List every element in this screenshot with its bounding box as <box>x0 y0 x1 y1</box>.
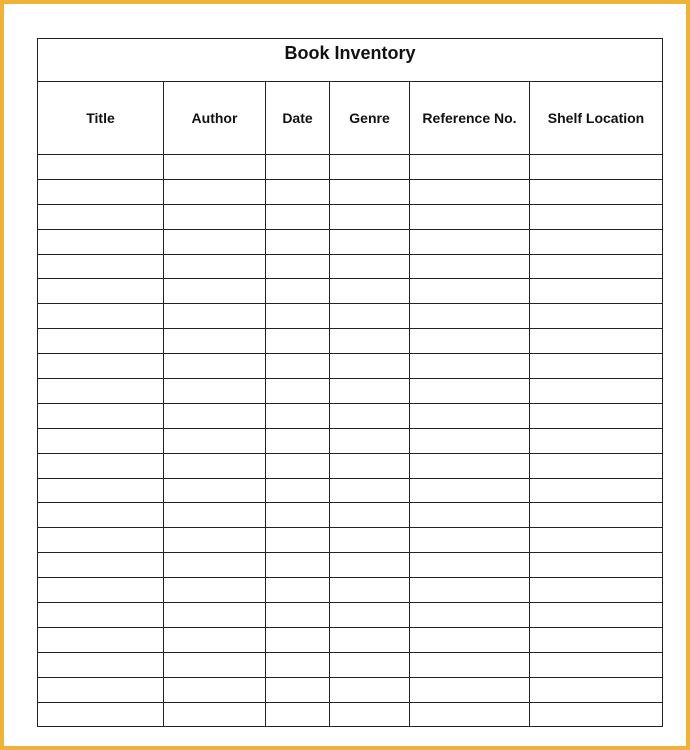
table-cell <box>410 329 530 354</box>
table-cell <box>330 304 410 329</box>
table-cell <box>530 304 663 329</box>
table-cell <box>38 478 164 503</box>
table-cell <box>410 702 530 727</box>
table-cell <box>266 453 330 478</box>
column-header-author: Author <box>164 82 266 155</box>
table-row <box>38 354 663 379</box>
table-cell <box>266 478 330 503</box>
table-cell <box>410 254 530 279</box>
table-cell <box>330 254 410 279</box>
table-cell <box>164 204 266 229</box>
table-cell <box>530 204 663 229</box>
table-row <box>38 254 663 279</box>
table-cell <box>410 503 530 528</box>
table-cell <box>410 155 530 180</box>
table-cell <box>530 229 663 254</box>
table-cell <box>410 179 530 204</box>
table-cell <box>530 155 663 180</box>
table-cell <box>410 304 530 329</box>
table-cell <box>266 229 330 254</box>
table-cell <box>38 627 164 652</box>
table-cell <box>530 279 663 304</box>
table-cell <box>164 677 266 702</box>
table-cell <box>530 354 663 379</box>
table-cell <box>38 379 164 404</box>
table-cell <box>164 279 266 304</box>
table-cell <box>164 155 266 180</box>
table-cell <box>530 627 663 652</box>
table-cell <box>38 179 164 204</box>
table-cell <box>266 627 330 652</box>
table-cell <box>266 553 330 578</box>
table-cell <box>266 603 330 628</box>
table-cell <box>266 428 330 453</box>
table-row <box>38 503 663 528</box>
table-cell <box>38 204 164 229</box>
table-body <box>38 155 663 727</box>
table-cell <box>38 279 164 304</box>
table-cell <box>266 578 330 603</box>
table-cell <box>266 528 330 553</box>
table-cell <box>410 403 530 428</box>
table-cell <box>266 702 330 727</box>
table-cell <box>164 329 266 354</box>
table-cell <box>266 354 330 379</box>
table-cell <box>164 553 266 578</box>
table-cell <box>530 677 663 702</box>
table-cell <box>164 354 266 379</box>
table-cell <box>410 453 530 478</box>
table-cell <box>410 578 530 603</box>
table-cell <box>530 603 663 628</box>
column-header-title: Title <box>38 82 164 155</box>
table-row <box>38 329 663 354</box>
table-cell <box>330 279 410 304</box>
table-cell <box>164 478 266 503</box>
document-title: Book Inventory <box>38 39 663 82</box>
table-row <box>38 403 663 428</box>
table-cell <box>530 702 663 727</box>
table-cell <box>164 528 266 553</box>
table-cell <box>164 603 266 628</box>
table-cell <box>266 155 330 180</box>
table-cell <box>164 702 266 727</box>
table-row <box>38 578 663 603</box>
table-cell <box>38 553 164 578</box>
table-row <box>38 204 663 229</box>
table-cell <box>410 528 530 553</box>
table-cell <box>410 478 530 503</box>
table-cell <box>38 155 164 180</box>
table-cell <box>410 354 530 379</box>
table-cell <box>530 329 663 354</box>
table-cell <box>164 379 266 404</box>
table-cell <box>164 229 266 254</box>
header-row <box>38 82 663 155</box>
table-cell <box>38 254 164 279</box>
table-cell <box>410 553 530 578</box>
table-row <box>38 453 663 478</box>
table-cell <box>38 354 164 379</box>
table-cell <box>38 453 164 478</box>
inventory-table <box>37 38 663 727</box>
column-header-shelf-location: Shelf Location <box>530 82 663 155</box>
table-row <box>38 603 663 628</box>
table-cell <box>330 503 410 528</box>
table-cell <box>266 677 330 702</box>
table-cell <box>330 603 410 628</box>
table-row <box>38 702 663 727</box>
table-cell <box>164 453 266 478</box>
table-cell <box>38 603 164 628</box>
table-cell <box>530 553 663 578</box>
table-cell <box>266 503 330 528</box>
table-row <box>38 229 663 254</box>
table-cell <box>266 254 330 279</box>
table-cell <box>330 329 410 354</box>
table-cell <box>410 379 530 404</box>
table-cell <box>330 204 410 229</box>
table-cell <box>38 528 164 553</box>
table-cell <box>410 204 530 229</box>
table-cell <box>530 478 663 503</box>
table-row <box>38 478 663 503</box>
table-cell <box>330 453 410 478</box>
table-cell <box>530 379 663 404</box>
table-cell <box>164 403 266 428</box>
table-cell <box>38 229 164 254</box>
table-cell <box>410 229 530 254</box>
table-cell <box>330 578 410 603</box>
table-cell <box>330 702 410 727</box>
table-cell <box>330 155 410 180</box>
table-cell <box>410 652 530 677</box>
table-cell <box>330 627 410 652</box>
table-cell <box>38 652 164 677</box>
table-cell <box>38 403 164 428</box>
table-cell <box>266 329 330 354</box>
column-header-genre: Genre <box>330 82 410 155</box>
table-cell <box>266 204 330 229</box>
table-cell <box>164 179 266 204</box>
table-cell <box>266 652 330 677</box>
table-cell <box>530 453 663 478</box>
table-cell <box>410 428 530 453</box>
table-cell <box>330 179 410 204</box>
table-cell <box>330 354 410 379</box>
table-cell <box>38 304 164 329</box>
table-cell <box>164 304 266 329</box>
table-cell <box>38 578 164 603</box>
table-cell <box>530 503 663 528</box>
table-cell <box>266 279 330 304</box>
table-cell <box>330 553 410 578</box>
table-cell <box>530 254 663 279</box>
table-cell <box>266 403 330 428</box>
table-row <box>38 528 663 553</box>
table-cell <box>164 428 266 453</box>
table-cell <box>530 578 663 603</box>
table-cell <box>410 627 530 652</box>
table-cell <box>164 578 266 603</box>
table-row <box>38 428 663 453</box>
table-cell <box>330 652 410 677</box>
table-cell <box>530 179 663 204</box>
table-row <box>38 627 663 652</box>
table-cell <box>530 652 663 677</box>
table-cell <box>266 304 330 329</box>
column-header-date: Date <box>266 82 330 155</box>
table-cell <box>38 702 164 727</box>
table-row <box>38 652 663 677</box>
table-row <box>38 179 663 204</box>
table-row <box>38 304 663 329</box>
table-cell <box>266 379 330 404</box>
table-cell <box>410 677 530 702</box>
table-cell <box>38 428 164 453</box>
table-cell <box>164 503 266 528</box>
table-cell <box>38 677 164 702</box>
table-row <box>38 279 663 304</box>
table-cell <box>530 428 663 453</box>
table-cell <box>330 528 410 553</box>
table-row <box>38 553 663 578</box>
table-cell <box>330 229 410 254</box>
table-cell <box>330 379 410 404</box>
table-cell <box>330 478 410 503</box>
column-header-reference-no: Reference No. <box>410 82 530 155</box>
table-cell <box>164 627 266 652</box>
table-cell <box>330 403 410 428</box>
table-cell <box>38 329 164 354</box>
table-cell <box>266 179 330 204</box>
table-cell <box>530 403 663 428</box>
table-cell <box>330 428 410 453</box>
table-cell <box>164 254 266 279</box>
table-cell <box>530 528 663 553</box>
table-row <box>38 155 663 180</box>
table-row <box>38 677 663 702</box>
table-cell <box>410 279 530 304</box>
table-cell <box>38 503 164 528</box>
table-cell <box>330 677 410 702</box>
table-cell <box>410 603 530 628</box>
title-row <box>38 39 663 82</box>
table-row <box>38 379 663 404</box>
table-cell <box>164 652 266 677</box>
